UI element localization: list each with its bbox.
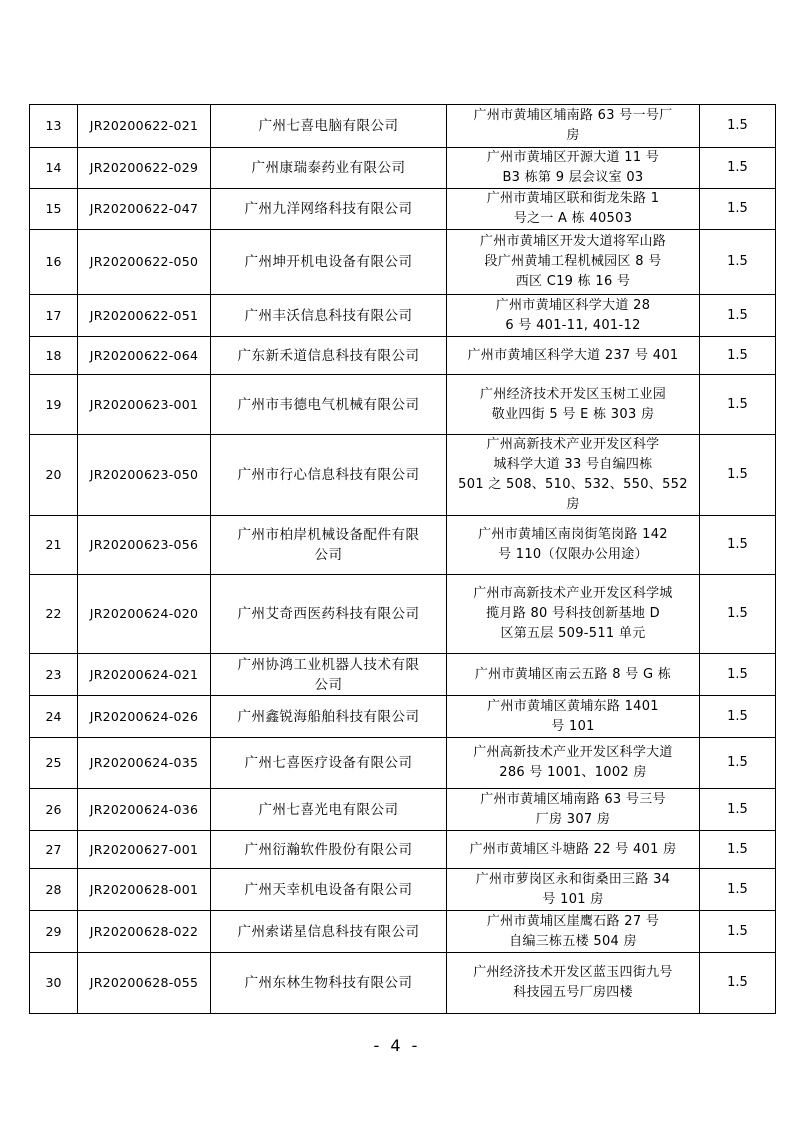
cell-company: 广州鑫锐海船舶科技有限公司 <box>211 696 447 738</box>
cell-company: 广州市韦德电气机械有限公司 <box>211 375 447 435</box>
cell-number: 21 <box>30 516 78 575</box>
table-row <box>30 654 776 696</box>
cell-address: 广州经济技术开发区玉树工业园 敬业四街 5 号 E 栋 303 房 <box>447 375 700 435</box>
table-row <box>30 789 776 831</box>
cell-number: 14 <box>30 148 78 189</box>
cell-code: JR20200628-055 <box>78 953 211 1014</box>
cell-amount: 1.5 <box>700 953 776 1014</box>
cell-amount: 1.5 <box>700 869 776 911</box>
table-body <box>30 105 776 1014</box>
cell-number: 18 <box>30 337 78 375</box>
table-row <box>30 148 776 189</box>
cell-amount: 1.5 <box>700 435 776 516</box>
cell-company: 广州七喜光电有限公司 <box>211 789 447 831</box>
cell-address: 广州市黄埔区埔南路 63 号一号厂 房 <box>447 105 700 148</box>
company-table <box>29 104 776 1014</box>
table-row <box>30 696 776 738</box>
cell-address: 广州市黄埔区联和街龙朱路 1 号之一 A 栋 40503 <box>447 189 700 230</box>
cell-number: 17 <box>30 295 78 337</box>
cell-code: JR20200628-022 <box>78 911 211 953</box>
cell-code: JR20200622-047 <box>78 189 211 230</box>
cell-amount: 1.5 <box>700 911 776 953</box>
table-row <box>30 953 776 1014</box>
cell-company: 广州九洋网络科技有限公司 <box>211 189 447 230</box>
cell-number: 26 <box>30 789 78 831</box>
cell-amount: 1.5 <box>700 738 776 789</box>
cell-code: JR20200622-029 <box>78 148 211 189</box>
cell-number: 15 <box>30 189 78 230</box>
cell-amount: 1.5 <box>700 789 776 831</box>
cell-address: 广州市黄埔区黄埔东路 1401 号 101 <box>447 696 700 738</box>
cell-number: 16 <box>30 230 78 295</box>
cell-amount: 1.5 <box>700 575 776 654</box>
cell-number: 20 <box>30 435 78 516</box>
cell-amount: 1.5 <box>700 516 776 575</box>
table-row <box>30 738 776 789</box>
cell-address: 广州市黄埔区南云五路 8 号 G 栋 <box>447 654 700 696</box>
cell-number: 27 <box>30 831 78 869</box>
page-number: - 4 - <box>373 1036 421 1055</box>
cell-amount: 1.5 <box>700 148 776 189</box>
cell-address: 广州市黄埔区开发大道将军山路 段广州黄埔工程机械园区 8 号 西区 C19 栋 16 号 <box>447 230 700 295</box>
cell-number: 22 <box>30 575 78 654</box>
cell-code: JR20200622-050 <box>78 230 211 295</box>
cell-address: 广州市高新技术产业开发区科学城 揽月路 80 号科技创新基地 D 区第五层 509-511 单元 <box>447 575 700 654</box>
cell-address: 广州经济技术开发区蓝玉四街九号 科技园五号厂房四楼 <box>447 953 700 1014</box>
cell-address: 广州市黄埔区科学大道 237 号 401 <box>447 337 700 375</box>
cell-company: 广州丰沃信息科技有限公司 <box>211 295 447 337</box>
cell-code: JR20200623-056 <box>78 516 211 575</box>
cell-amount: 1.5 <box>700 831 776 869</box>
cell-number: 28 <box>30 869 78 911</box>
cell-code: JR20200624-021 <box>78 654 211 696</box>
table-row <box>30 295 776 337</box>
cell-address: 广州市黄埔区科学大道 28 6 号 401-11, 401-12 <box>447 295 700 337</box>
cell-company: 广州东林生物科技有限公司 <box>211 953 447 1014</box>
cell-address: 广州市黄埔区开源大道 11 号 B3 栋第 9 层会议室 03 <box>447 148 700 189</box>
cell-company: 广州艾奇西医药科技有限公司 <box>211 575 447 654</box>
cell-code: JR20200624-026 <box>78 696 211 738</box>
cell-company: 广州市柏岸机械设备配件有限 公司 <box>211 516 447 575</box>
table-row <box>30 105 776 148</box>
cell-amount: 1.5 <box>700 696 776 738</box>
cell-amount: 1.5 <box>700 189 776 230</box>
cell-company: 广州衍瀚软件股份有限公司 <box>211 831 447 869</box>
cell-number: 30 <box>30 953 78 1014</box>
cell-address: 广州市黄埔区南岗街笔岗路 142 号 110（仅限办公用途） <box>447 516 700 575</box>
cell-amount: 1.5 <box>700 337 776 375</box>
cell-amount: 1.5 <box>700 105 776 148</box>
cell-code: JR20200622-064 <box>78 337 211 375</box>
cell-number: 19 <box>30 375 78 435</box>
table-row <box>30 575 776 654</box>
cell-code: JR20200623-050 <box>78 435 211 516</box>
cell-company: 广州坤开机电设备有限公司 <box>211 230 447 295</box>
cell-number: 13 <box>30 105 78 148</box>
cell-code: JR20200622-021 <box>78 105 211 148</box>
table-row <box>30 230 776 295</box>
cell-company: 广州索诺星信息科技有限公司 <box>211 911 447 953</box>
cell-company: 广州协鸿工业机器人技术有限 公司 <box>211 654 447 696</box>
cell-company: 广州七喜电脑有限公司 <box>211 105 447 148</box>
cell-address: 广州高新技术产业开发区科学大道 286 号 1001、1002 房 <box>447 738 700 789</box>
cell-company: 广州七喜医疗设备有限公司 <box>211 738 447 789</box>
cell-code: JR20200624-020 <box>78 575 211 654</box>
cell-code: JR20200622-051 <box>78 295 211 337</box>
table-row <box>30 516 776 575</box>
cell-amount: 1.5 <box>700 654 776 696</box>
cell-number: 29 <box>30 911 78 953</box>
cell-address: 广州市黄埔区斗塘路 22 号 401 房 <box>447 831 700 869</box>
table-row <box>30 869 776 911</box>
cell-amount: 1.5 <box>700 230 776 295</box>
table-row <box>30 831 776 869</box>
cell-amount: 1.5 <box>700 295 776 337</box>
cell-company: 广州天幸机电设备有限公司 <box>211 869 447 911</box>
cell-number: 25 <box>30 738 78 789</box>
table-row <box>30 911 776 953</box>
cell-address: 广州市黄埔区崖鹰石路 27 号 自编三栋五楼 504 房 <box>447 911 700 953</box>
cell-address: 广州市黄埔区埔南路 63 号三号 厂房 307 房 <box>447 789 700 831</box>
table-row <box>30 435 776 516</box>
cell-number: 24 <box>30 696 78 738</box>
cell-code: JR20200624-035 <box>78 738 211 789</box>
cell-company: 广州康瑞泰药业有限公司 <box>211 148 447 189</box>
cell-amount: 1.5 <box>700 375 776 435</box>
cell-code: JR20200623-001 <box>78 375 211 435</box>
cell-code: JR20200624-036 <box>78 789 211 831</box>
cell-address: 广州市萝岗区永和街桑田三路 34 号 101 房 <box>447 869 700 911</box>
table-row <box>30 189 776 230</box>
cell-code: JR20200628-001 <box>78 869 211 911</box>
cell-company: 广州市行心信息科技有限公司 <box>211 435 447 516</box>
cell-address: 广州高新技术产业开发区科学 城科学大道 33 号自编四栋 501 之 508、510、532、550、552 房 <box>447 435 700 516</box>
cell-number: 23 <box>30 654 78 696</box>
table-row <box>30 337 776 375</box>
cell-code: JR20200627-001 <box>78 831 211 869</box>
cell-company: 广东新禾道信息科技有限公司 <box>211 337 447 375</box>
table-row <box>30 375 776 435</box>
